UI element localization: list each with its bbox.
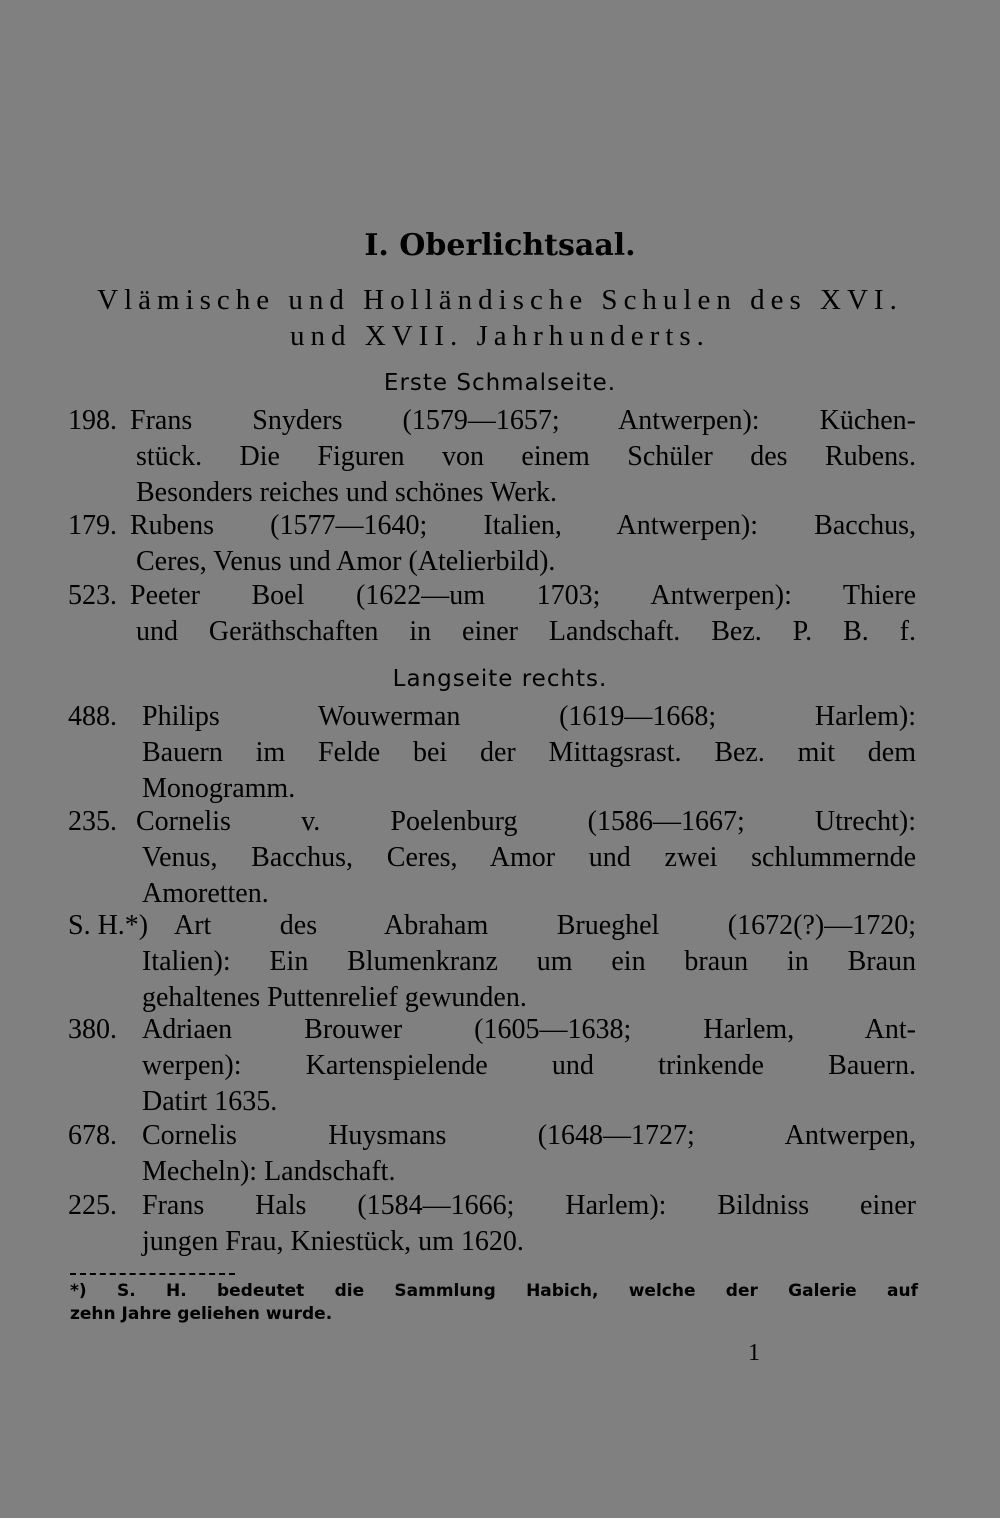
entry-line: Cornelis v. Poelenburg (1586—1667; Utrecht): <box>136 806 916 837</box>
entry-line: stück. Die Figuren von einem Schüler des Rubens. <box>136 441 916 472</box>
entry-line: Frans Hals (1584—1666; Harlem): Bildniss einer <box>142 1190 916 1221</box>
entry-number: 225. <box>68 1190 117 1221</box>
entry-number: 380. <box>68 1014 117 1045</box>
entry-line: und Geräthschaften in einer Landschaft. Bez. P. B. f. <box>136 616 916 647</box>
entry-number: 179. <box>68 510 117 541</box>
entry-line: Besonders reiches und schönes Werk. <box>136 477 558 508</box>
entry-line: Frans Snyders (1579—1657; Antwerpen): Küchen- <box>130 405 916 436</box>
footnote-divider <box>70 1273 235 1275</box>
entry-line: Monogramm. <box>142 773 296 804</box>
subtitle-line-2: und XVII. Jahrhunderts. <box>290 320 710 352</box>
entry-line: Amoretten. <box>142 878 269 909</box>
page-number: 1 <box>748 1340 760 1366</box>
entry-line: Art des Abraham Brueghel (1672(?)—1720; <box>174 910 916 941</box>
entry-number: 198. <box>68 405 117 436</box>
section-heading-first: Erste Schmalseite. <box>383 370 617 396</box>
entry-line: Rubens (1577—1640; Italien, Antwerpen): Bacchus, <box>130 510 916 541</box>
entry-line: Peeter Boel (1622—um 1703; Antwerpen): Thiere <box>130 580 916 611</box>
entry-line: Datirt 1635. <box>142 1086 278 1117</box>
entry-line: Cornelis Huysmans (1648—1727; Antwerpen, <box>142 1120 916 1151</box>
footnote-line-1: *) S. H. bedeutet die Sammlung Habich, welche der Galerie auf <box>70 1281 918 1301</box>
entry-line: Mecheln): Landschaft. <box>142 1156 396 1187</box>
entry-line: Philips Wouwerman (1619—1668; Harlem): <box>142 701 916 732</box>
subtitle-line-1: Vlämische und Holländische Schulen des XVI. <box>97 284 903 316</box>
entry-number: S. H.*) <box>68 910 149 941</box>
page-title: I. Oberlichtsaal. <box>364 228 636 263</box>
entry-line: gehaltenes Puttenrelief gewunden. <box>142 982 527 1013</box>
entry-number: 678. <box>68 1120 117 1151</box>
entry-number: 235. <box>68 806 117 837</box>
entry-line: Italien): Ein Blumenkranz um ein braun in Braun <box>142 946 916 977</box>
entry-line: Adriaen Brouwer (1605—1638; Harlem, Ant- <box>142 1014 916 1045</box>
entry-line: Venus, Bacchus, Ceres, Amor und zwei schlummernde <box>142 842 916 873</box>
entry-number: 523. <box>68 580 117 611</box>
section-heading-second: Langseite rechts. <box>392 666 608 692</box>
entry-line: werpen): Kartenspielende und trinkende Bauern. <box>142 1050 916 1081</box>
footnote-line-2: zehn Jahre geliehen wurde. <box>70 1304 333 1324</box>
entry-number: 488. <box>68 701 117 732</box>
entry-line: Bauern im Felde bei der Mittagsrast. Bez. mit dem <box>142 737 916 768</box>
entry-line: jungen Frau, Kniestück, um 1620. <box>142 1226 524 1257</box>
entry-line: Ceres, Venus und Amor (Atelierbild). <box>136 546 556 577</box>
